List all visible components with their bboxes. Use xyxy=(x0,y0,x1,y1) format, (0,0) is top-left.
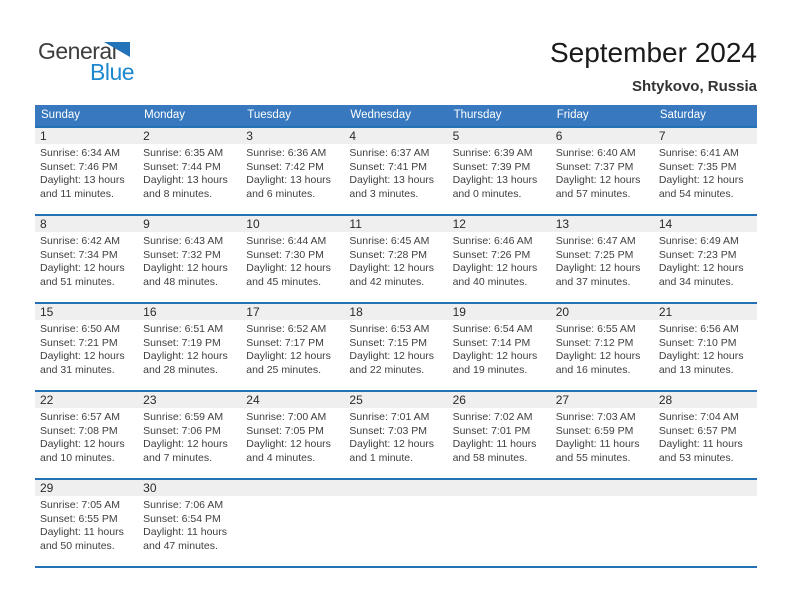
day-number: 28 xyxy=(654,392,757,408)
day-details xyxy=(551,232,651,289)
sunrise-text: Sunrise: 6:49 AM xyxy=(658,235,739,247)
daylight-text: Daylight: 13 hours and 3 minutes. xyxy=(349,174,435,200)
sunset-text: Sunset: 6:57 PM xyxy=(658,424,737,437)
day-details xyxy=(654,144,754,201)
day-number: 16 xyxy=(138,304,241,320)
sunrise-text: Sunrise: 6:36 AM xyxy=(246,147,327,159)
day-cell-16 xyxy=(138,304,241,377)
daylight-text: Daylight: 12 hours and 16 minutes. xyxy=(555,350,641,376)
sunset-text: Sunset: 7:37 PM xyxy=(555,160,634,173)
sunset-text: Sunset: 7:44 PM xyxy=(143,160,221,173)
day-number: 27 xyxy=(551,392,654,408)
day-cell-19 xyxy=(448,304,551,377)
sunrise-text: Sunrise: 6:52 AM xyxy=(246,323,327,335)
sunset-text: Sunset: 7:12 PM xyxy=(555,336,634,349)
daylight-text: Daylight: 13 hours and 8 minutes. xyxy=(143,174,228,200)
day-details xyxy=(241,408,341,465)
day-number: 14 xyxy=(654,216,757,232)
sunrise-text: Sunrise: 7:01 AM xyxy=(349,411,430,423)
day-number: 4 xyxy=(344,128,447,144)
day-details xyxy=(448,408,548,465)
sunset-text: Sunset: 7:10 PM xyxy=(658,336,737,349)
day-number: 6 xyxy=(551,128,654,144)
sunset-text: Sunset: 7:03 PM xyxy=(349,424,428,437)
sunrise-text: Sunrise: 6:54 AM xyxy=(452,323,533,335)
weekday-cell-thursday: Thursday xyxy=(453,109,502,121)
daylight-text: Daylight: 12 hours and 37 minutes. xyxy=(555,262,641,288)
daylight-text: Daylight: 12 hours and 40 minutes. xyxy=(452,262,538,288)
sunrise-text: Sunrise: 6:34 AM xyxy=(40,147,120,159)
daylight-text: Daylight: 12 hours and 57 minutes. xyxy=(555,174,641,200)
week-row xyxy=(35,126,757,214)
sunrise-text: Sunrise: 6:44 AM xyxy=(246,235,327,247)
daylight-text: Daylight: 12 hours and 4 minutes. xyxy=(246,438,331,464)
weeks-container xyxy=(35,126,757,568)
sunset-text: Sunset: 7:28 PM xyxy=(349,248,428,261)
day-cell-27 xyxy=(551,392,654,465)
day-cell-1 xyxy=(35,128,138,201)
day-number: 11 xyxy=(344,216,447,232)
day-cell-6 xyxy=(551,128,654,201)
week-row xyxy=(35,214,757,302)
day-cell-28 xyxy=(654,392,757,465)
day-number: 22 xyxy=(35,392,138,408)
sunset-text: Sunset: 7:41 PM xyxy=(349,160,428,173)
day-number: 2 xyxy=(138,128,241,144)
sunrise-text: Sunrise: 6:39 AM xyxy=(452,147,533,159)
day-cell-24 xyxy=(241,392,344,465)
sunset-text: Sunset: 7:19 PM xyxy=(143,336,221,349)
sunrise-text: Sunrise: 6:37 AM xyxy=(349,147,430,159)
day-number: 30 xyxy=(138,480,241,496)
day-cell-8 xyxy=(35,216,138,289)
title-block xyxy=(337,36,757,95)
day-details xyxy=(138,144,238,201)
day-cell-empty xyxy=(654,480,757,553)
day-details xyxy=(35,408,135,465)
day-number: 1 xyxy=(35,128,138,144)
weekday-cell-tuesday: Tuesday xyxy=(247,109,291,121)
day-cell-empty xyxy=(448,480,551,553)
day-cell-empty xyxy=(241,480,344,553)
daylight-text: Daylight: 12 hours and 54 minutes. xyxy=(658,174,744,200)
day-cell-7 xyxy=(654,128,757,201)
day-number xyxy=(241,480,344,496)
day-details xyxy=(448,320,548,377)
day-number: 17 xyxy=(241,304,344,320)
day-details xyxy=(241,232,341,289)
daylight-text: Daylight: 11 hours and 55 minutes. xyxy=(555,438,640,464)
day-details xyxy=(344,408,444,465)
day-details xyxy=(551,320,651,377)
day-number: 12 xyxy=(448,216,551,232)
day-details xyxy=(654,496,754,499)
daylight-text: Daylight: 13 hours and 0 minutes. xyxy=(452,174,538,200)
day-number: 5 xyxy=(448,128,551,144)
sunrise-text: Sunrise: 6:46 AM xyxy=(452,235,533,247)
daylight-text: Daylight: 12 hours and 7 minutes. xyxy=(143,438,228,464)
day-cell-10 xyxy=(241,216,344,289)
day-details xyxy=(448,232,548,289)
day-number xyxy=(344,480,447,496)
daylight-text: Daylight: 11 hours and 50 minutes. xyxy=(40,526,124,552)
sunrise-text: Sunrise: 6:47 AM xyxy=(555,235,636,247)
sunset-text: Sunset: 7:21 PM xyxy=(40,336,118,349)
sunset-text: Sunset: 7:42 PM xyxy=(246,160,324,173)
day-details xyxy=(35,320,135,377)
sunset-text: Sunset: 7:23 PM xyxy=(658,248,737,261)
sunrise-text: Sunrise: 6:41 AM xyxy=(658,147,739,159)
weekday-header-row xyxy=(35,105,757,126)
week-row xyxy=(35,302,757,390)
day-number: 8 xyxy=(35,216,138,232)
day-cell-4 xyxy=(344,128,447,201)
weekday-cell-saturday: Saturday xyxy=(659,109,706,121)
sunset-text: Sunset: 7:25 PM xyxy=(555,248,634,261)
day-details xyxy=(344,320,444,377)
daylight-text: Daylight: 11 hours and 58 minutes. xyxy=(452,438,537,464)
day-cell-15 xyxy=(35,304,138,377)
day-cell-30 xyxy=(138,480,241,553)
weekday-cell-sunday: Sunday xyxy=(41,109,81,121)
sunset-text: Sunset: 7:14 PM xyxy=(452,336,531,349)
calendar-table xyxy=(35,105,757,568)
day-details xyxy=(344,496,444,499)
sunset-text: Sunset: 7:01 PM xyxy=(452,424,531,437)
day-details xyxy=(551,144,651,201)
daylight-text: Daylight: 12 hours and 28 minutes. xyxy=(143,350,228,376)
daylight-text: Daylight: 12 hours and 51 minutes. xyxy=(40,262,125,288)
day-details xyxy=(654,320,754,377)
day-details xyxy=(551,408,651,465)
day-number: 13 xyxy=(551,216,654,232)
sunset-text: Sunset: 7:35 PM xyxy=(658,160,737,173)
day-number: 29 xyxy=(35,480,138,496)
daylight-text: Daylight: 12 hours and 45 minutes. xyxy=(246,262,331,288)
day-cell-3 xyxy=(241,128,344,201)
day-details xyxy=(654,232,754,289)
sunrise-text: Sunrise: 6:35 AM xyxy=(143,147,224,159)
day-cell-14 xyxy=(654,216,757,289)
sunset-text: Sunset: 6:54 PM xyxy=(143,512,221,525)
weekday-cell-wednesday: Wednesday xyxy=(350,109,411,121)
sunrise-text: Sunrise: 6:43 AM xyxy=(143,235,224,247)
daylight-text: Daylight: 12 hours and 22 minutes. xyxy=(349,350,435,376)
day-number: 23 xyxy=(138,392,241,408)
day-details xyxy=(241,144,341,201)
day-details xyxy=(241,320,341,377)
day-details xyxy=(138,232,238,289)
day-cell-18 xyxy=(344,304,447,377)
day-cell-12 xyxy=(448,216,551,289)
sunrise-text: Sunrise: 6:42 AM xyxy=(40,235,120,247)
sunset-text: Sunset: 7:08 PM xyxy=(40,424,118,437)
day-details xyxy=(35,496,135,553)
sunrise-text: Sunrise: 6:56 AM xyxy=(658,323,739,335)
day-number: 7 xyxy=(654,128,757,144)
day-cell-2 xyxy=(138,128,241,201)
sunrise-text: Sunrise: 7:02 AM xyxy=(452,411,533,423)
weekday-cell-friday: Friday xyxy=(556,109,589,121)
sunrise-text: Sunrise: 6:40 AM xyxy=(555,147,636,159)
weekday-cell-monday: Monday xyxy=(144,109,186,121)
sunset-text: Sunset: 7:46 PM xyxy=(40,160,118,173)
day-details xyxy=(35,232,135,289)
sunrise-text: Sunrise: 6:45 AM xyxy=(349,235,430,247)
daylight-text: Daylight: 12 hours and 13 minutes. xyxy=(658,350,744,376)
sunrise-text: Sunrise: 7:06 AM xyxy=(143,499,224,511)
daylight-text: Daylight: 12 hours and 34 minutes. xyxy=(658,262,744,288)
sunset-text: Sunset: 7:15 PM xyxy=(349,336,428,349)
daylight-text: Daylight: 12 hours and 1 minute. xyxy=(349,438,435,464)
day-cell-5 xyxy=(448,128,551,201)
day-cell-empty xyxy=(551,480,654,553)
day-number: 21 xyxy=(654,304,757,320)
day-details xyxy=(344,144,444,201)
sunset-text: Sunset: 7:34 PM xyxy=(40,248,118,261)
day-cell-9 xyxy=(138,216,241,289)
day-number: 19 xyxy=(448,304,551,320)
sunrise-text: Sunrise: 6:59 AM xyxy=(143,411,224,423)
daylight-text: Daylight: 12 hours and 19 minutes. xyxy=(452,350,538,376)
daylight-text: Daylight: 13 hours and 6 minutes. xyxy=(246,174,331,200)
week-row xyxy=(35,390,757,478)
week-row xyxy=(35,478,757,566)
daylight-text: Daylight: 12 hours and 25 minutes. xyxy=(246,350,331,376)
day-cell-29 xyxy=(35,480,138,553)
day-cell-20 xyxy=(551,304,654,377)
day-details xyxy=(138,496,238,553)
day-cell-26 xyxy=(448,392,551,465)
sunset-text: Sunset: 7:39 PM xyxy=(452,160,531,173)
page-title: September 2024 xyxy=(549,37,757,68)
day-number: 25 xyxy=(344,392,447,408)
sunset-text: Sunset: 7:17 PM xyxy=(246,336,324,349)
day-cell-11 xyxy=(344,216,447,289)
daylight-text: Daylight: 12 hours and 10 minutes. xyxy=(40,438,125,464)
day-details xyxy=(448,144,548,201)
sunset-text: Sunset: 7:05 PM xyxy=(246,424,324,437)
sunset-text: Sunset: 7:32 PM xyxy=(143,248,221,261)
day-cell-21 xyxy=(654,304,757,377)
day-details xyxy=(551,496,651,499)
day-details xyxy=(241,496,341,499)
daylight-text: Daylight: 12 hours and 31 minutes. xyxy=(40,350,125,376)
daylight-text: Daylight: 11 hours and 47 minutes. xyxy=(143,526,227,552)
sunrise-text: Sunrise: 7:00 AM xyxy=(246,411,327,423)
daylight-text: Daylight: 12 hours and 48 minutes. xyxy=(143,262,228,288)
sunset-text: Sunset: 7:26 PM xyxy=(452,248,531,261)
sunrise-text: Sunrise: 6:57 AM xyxy=(40,411,120,423)
top-bar xyxy=(35,36,757,100)
day-number: 26 xyxy=(448,392,551,408)
day-number xyxy=(654,480,757,496)
day-number: 9 xyxy=(138,216,241,232)
sunset-text: Sunset: 7:30 PM xyxy=(246,248,324,261)
day-number xyxy=(448,480,551,496)
day-details xyxy=(138,320,238,377)
sunrise-text: Sunrise: 7:05 AM xyxy=(40,499,120,511)
sunrise-text: Sunrise: 7:04 AM xyxy=(658,411,739,423)
day-number: 20 xyxy=(551,304,654,320)
sunrise-text: Sunrise: 6:53 AM xyxy=(349,323,430,335)
sunrise-text: Sunrise: 6:51 AM xyxy=(143,323,224,335)
sunrise-text: Sunrise: 6:55 AM xyxy=(555,323,636,335)
day-number: 10 xyxy=(241,216,344,232)
page-subtitle-location: Shtykovo, Russia xyxy=(631,78,757,95)
logo-text-blue: Blue xyxy=(90,59,135,85)
general-blue-logo xyxy=(38,38,178,88)
day-cell-17 xyxy=(241,304,344,377)
day-number: 15 xyxy=(35,304,138,320)
sunset-text: Sunset: 7:06 PM xyxy=(143,424,221,437)
day-details xyxy=(448,496,548,499)
day-number: 24 xyxy=(241,392,344,408)
day-details xyxy=(344,232,444,289)
day-number: 18 xyxy=(344,304,447,320)
day-details xyxy=(35,144,135,201)
day-details xyxy=(138,408,238,465)
sunset-text: Sunset: 6:55 PM xyxy=(40,512,118,525)
logo-text-general: General xyxy=(38,38,117,64)
day-cell-13 xyxy=(551,216,654,289)
day-cell-25 xyxy=(344,392,447,465)
day-number xyxy=(551,480,654,496)
day-number: 3 xyxy=(241,128,344,144)
sunset-text: Sunset: 6:59 PM xyxy=(555,424,634,437)
day-cell-empty xyxy=(344,480,447,553)
daylight-text: Daylight: 13 hours and 11 minutes. xyxy=(40,174,125,200)
daylight-text: Daylight: 12 hours and 42 minutes. xyxy=(349,262,435,288)
day-details xyxy=(654,408,754,465)
sunrise-text: Sunrise: 7:03 AM xyxy=(555,411,636,423)
day-cell-22 xyxy=(35,392,138,465)
day-cell-23 xyxy=(138,392,241,465)
sunrise-text: Sunrise: 6:50 AM xyxy=(40,323,120,335)
daylight-text: Daylight: 11 hours and 53 minutes. xyxy=(658,438,743,464)
